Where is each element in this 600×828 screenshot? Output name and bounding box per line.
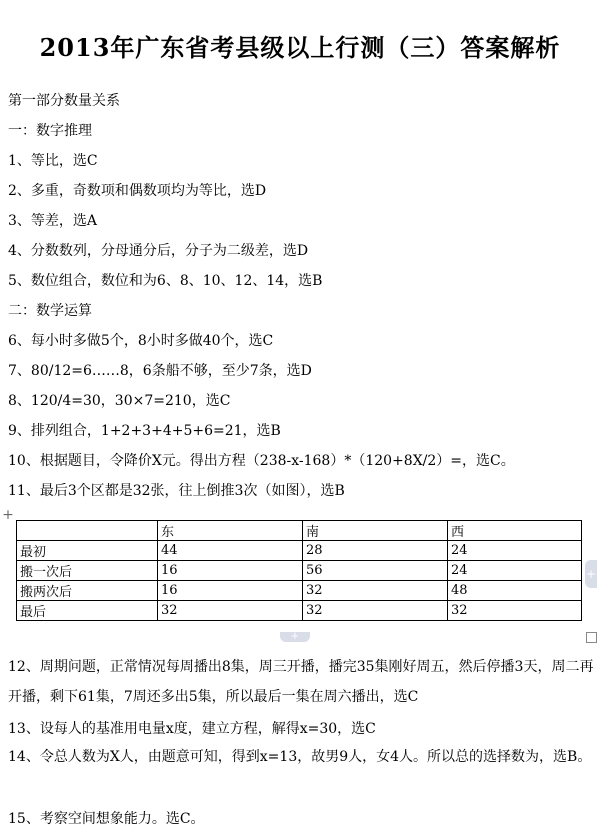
table-cell[interactable]: 28 <box>303 541 448 561</box>
answer-line: 8、120/4=30，30×7=210，选C <box>8 393 231 409</box>
table-cell[interactable]: 32 <box>448 601 582 621</box>
answer-line: 3、等差，选A <box>8 213 98 229</box>
table-cell[interactable]: 最初 <box>17 541 158 561</box>
data-table <box>16 520 582 621</box>
answer-paragraph: 14、令总人数为X人，由题意可知，得到x=13，故男9人，女4人。所以总的选择数为，选B。 <box>8 749 592 765</box>
answer-line: 4、分数数列，分母通分后，分子为二级差，选D <box>8 243 309 259</box>
answer-line: 11、最后3个区都是32张，往上倒推3次（如图），选B <box>8 483 345 499</box>
table-row <box>17 601 582 621</box>
table-cell[interactable]: 南 <box>303 521 448 541</box>
table-cell[interactable]: 搬两次后 <box>17 581 158 601</box>
table-cell[interactable]: 搬一次后 <box>17 561 158 581</box>
answer-line: 15、考察空间想象能力。选C。 <box>8 811 205 827</box>
table-cell[interactable]: 44 <box>158 541 303 561</box>
table-cell[interactable]: 东 <box>158 521 303 541</box>
table-cell[interactable]: 32 <box>303 601 448 621</box>
add-row-button[interactable]: + <box>585 560 597 588</box>
table-row <box>17 541 582 561</box>
table-cell[interactable] <box>17 521 158 541</box>
answer-line: 9、排列组合，1+2+3+4+5+6=21，选B <box>8 423 281 439</box>
answer-line: 1、等比，选C <box>8 153 98 169</box>
answer-line: 10、根据题目，令降价X元。得出方程（238-x-168）*（120+8X/2）=，选C。 <box>8 453 515 469</box>
table-row <box>17 581 582 601</box>
answer-paragraph: 12、周期问题，正常情况每周播出8集，周三开播，播完35集刚好周五，然后停播3天，周二再开播，剩下61集，7周还多出5集，所以最后一集在周六播出，选C <box>8 659 594 705</box>
table-header-row <box>17 521 582 541</box>
sub-heading: 二：数学运算 <box>8 303 92 319</box>
sub-heading: 一：数字推理 <box>8 123 92 139</box>
answer-line: 6、每小时多做5个，8小时多做40个，选C <box>8 333 274 349</box>
answer-line: 13、设每人的基准用电量x度，建立方程，解得x=30，选C <box>8 721 376 737</box>
table-cell[interactable]: 56 <box>303 561 448 581</box>
table-cell[interactable]: 最后 <box>17 601 158 621</box>
answer-line: 2、多重，奇数项和偶数项均为等比，选D <box>8 183 267 199</box>
table-move-handle[interactable]: + <box>2 507 14 523</box>
table-cell[interactable]: 24 <box>448 541 582 561</box>
page-title: 2013年广东省考县级以上行测（三）答案解析 <box>39 33 561 62</box>
table-cell[interactable]: 16 <box>158 561 303 581</box>
table-cell[interactable]: 24 <box>448 561 582 581</box>
table-cell[interactable]: 西 <box>448 521 582 541</box>
section-heading: 第一部分数量关系 <box>8 93 120 109</box>
table-cell[interactable]: 32 <box>158 601 303 621</box>
table-cell[interactable]: 48 <box>448 581 582 601</box>
add-column-button[interactable]: + <box>280 632 310 642</box>
answer-line: 7、80/12=6……8，6条船不够，至少7条，选D <box>8 363 312 379</box>
table-row <box>17 561 582 581</box>
answer-line: 5、数位组合，数位和为6、8、10、12、14，选B <box>8 273 323 289</box>
table-cell[interactable]: 32 <box>303 581 448 601</box>
table-cell[interactable]: 16 <box>158 581 303 601</box>
table-resize-handle[interactable] <box>586 632 597 643</box>
